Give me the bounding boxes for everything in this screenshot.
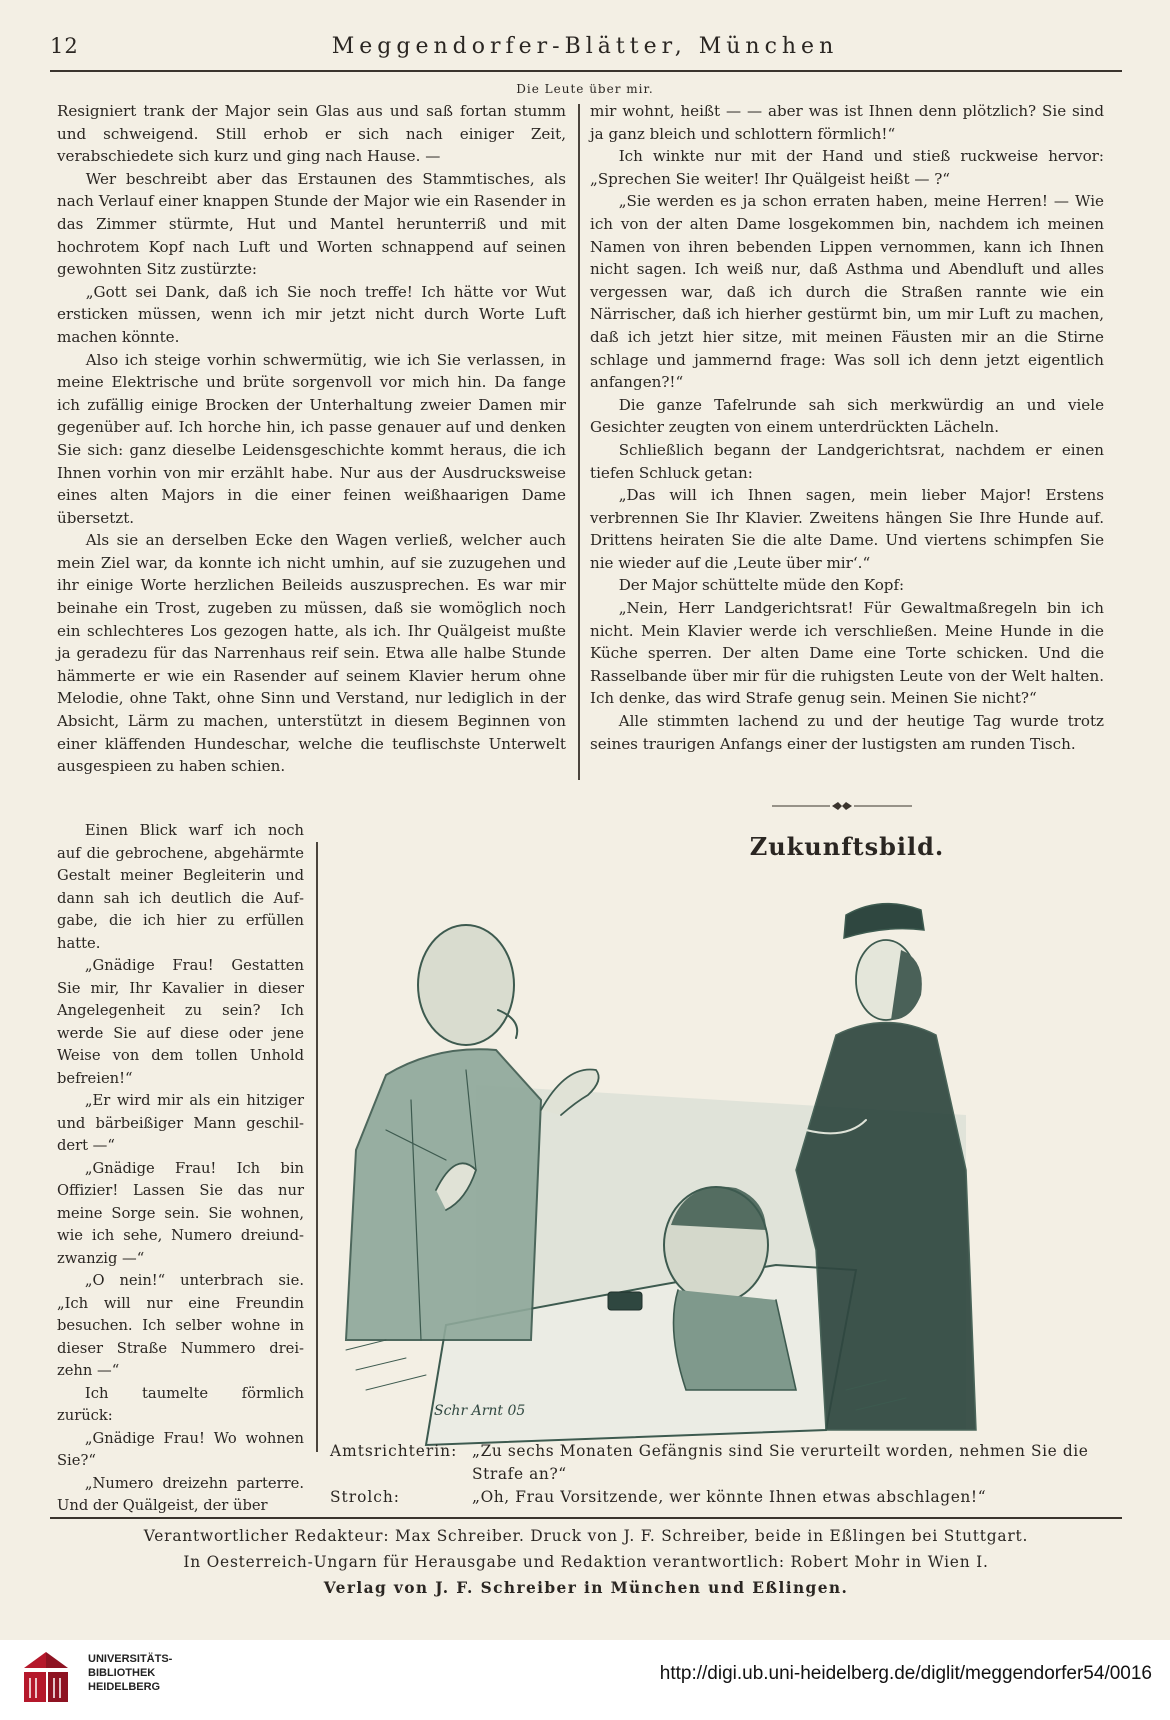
paragraph: „O nein!“ unterbrach sie. „Ich will nur eine Freundin besuchen. Ich selber wohne in dieser Straße Nummero dreizehn —“ bbox=[57, 1272, 304, 1379]
footer-editor-line: Verantwortlicher Redakteur: Max Schreiber. Druck von J. F. Schreiber, beide in Eßlingen bei Stuttgart. bbox=[143, 1527, 1029, 1545]
university-library-name: UNIVERSITÄTS- BIBLIOTHEK HEIDELBERG bbox=[88, 1653, 173, 1693]
cartoon-title: Zukunftsbild. bbox=[749, 832, 945, 861]
paragraph: Die ganze Tafelrunde sah sich merkwürdig an und viele Gesichter zeugten von einem unterdrückten Lächeln. bbox=[590, 395, 1104, 437]
paragraph: „Gnädige Frau! Wo wohnen Sie?“ bbox=[57, 1429, 304, 1469]
paragraph: Ich taumelte förmlich zurück: bbox=[57, 1384, 304, 1424]
paragraph: Schließlich begann der Landgerichtsrat, nachdem er einen tiefen Schluck getan: bbox=[590, 440, 1104, 482]
paragraph: „Gnädige Frau! Gestatten Sie mir, Ihr Kavalier in dieser Angelegenheit zu sein? Ich werde Sie auf diese oder jene Weise von dem tollen Unhold befreien!“ bbox=[57, 957, 304, 1087]
footer-publisher-line: Verlag von J. F. Schreiber in München und Eßlingen. bbox=[323, 1579, 849, 1597]
caption-line bbox=[330, 1440, 1106, 1486]
paragraph: mir wohnt, heißt — — aber was ist Ihnen denn plötzlich? Sie sind ja ganz bleich und schlottern förmlich!“ bbox=[590, 102, 1104, 143]
paragraph: Resigniert trank der Major sein Glas aus und saß fortan stumm und schweigend. Still erhob er sich nach einiger Zeit, verabschiedete sich kurz und ging nach Hause. — bbox=[57, 102, 566, 166]
paragraph: „Numero dreizehn parterre. Und der Quälgeist, der über bbox=[57, 1474, 304, 1514]
cartoon-caption bbox=[330, 1440, 1106, 1509]
paragraph: „Gnädige Frau! Ich bin Offizier! Lassen Sie das nur meine Sorge sein. Sie wohnen, wie ich sehe, Numero dreiundzwanzig —“ bbox=[57, 1159, 304, 1267]
header-rule bbox=[50, 70, 1122, 72]
footer-austria-line: In Oesterreich-Ungarn für Herausgabe und Redaktion verantwortlich: Robert Mohr in Wien I. bbox=[183, 1553, 989, 1571]
caption-speaker: Amtsrichterin: bbox=[330, 1442, 458, 1460]
paragraph: „Das will ich Ihnen sagen, mein lieber Major! Erstens verbrennen Sie Ihr Klavier. Zweitens hängen Sie Ihre Hunde auf. Drittens heiraten Sie die alte Dame. Und viertens schimpfen Sie nie wieder auf die ‚Leute über mir‘.“ bbox=[590, 486, 1104, 572]
cartoon-illustration bbox=[326, 870, 1106, 1460]
paragraph: Also ich steige vorhin schwermütig, wie ich Sie verlassen, in meine Elektrische und brüte sorgenvoll vor mich hin. Da fange ich zufällig einige Brocken der Unterhaltung zweier Damen mir gegenüber auf. Ich horche hin, ich passe genauer auf und denken Sie sich: ganz dieselbe Leidensgeschichte kommt heraus, die ich Ihnen vorhin von mir erzählt habe. Nur aus der Ausdrucksweise eines alten Majors in die einer feinen weißhaarigen Dame übersetzt. bbox=[57, 350, 566, 527]
left-column-bottom bbox=[57, 820, 304, 1518]
left-column-top bbox=[57, 100, 566, 778]
paragraph: Als sie an derselben Ecke den Wagen verließ, welcher auch mein Ziel war, da konnte ich nicht umhin, auf sie zuzugehen und ihr einige Worte herzlichen Beileids auszusprechen. Es war mir beinahe ein Trost, zugeben zu müssen, daß sie womöglich noch ein schlechteres Los gezogen hatte, als ich. Ihr Quälgeist mußte ja geradezu für das Narrenhaus reif sein. Etwa alle halbe Stunde hämmerte er wie ein Rasender auf seinem Klavier herum ohne Melodie, ohne Takt, ohne Sinn und Verstand, nur lediglich in der Absicht, Lärm zu machen, unterstützt in diesem Beginnen von einer kläffenden Hundeschar, welche die teuflischste Unterwelt ausgespieen zu haben schien. bbox=[57, 531, 566, 776]
paragraph: „Er wird mir als ein hitziger und bärbeißiger Mann geschildert —“ bbox=[57, 1092, 304, 1154]
caption-text: „Oh, Frau Vorsitzende, wer könnte Ihnen etwas abschlagen!“ bbox=[472, 1488, 987, 1506]
paragraph: Ich winkte nur mit der Hand und stieß ruckweise hervor: „Sprechen Sie weiter! Ihr Quälgeist heißt — ?“ bbox=[590, 147, 1104, 188]
right-column bbox=[590, 100, 1104, 755]
paragraph: „Sie werden es ja schon erraten haben, meine Herren! — Wie ich von der alten Dame losgekommen bin, nachdem ich meinen Namen von ihren bebenden Lippen vernommen, kann ich Ihnen nicht sagen. Ich weiß nur, daß Asthma und Abendluft und alles vergessen war, daß ich durch die Straßen rannte wie ein Närrischer, daß ich hierher gestürmt bin, um mir Luft zu machen, daß ich jetzt hier sitze, mit meinen Fäusten mir an die Stirne schlage und jammernd frage: Was soll ich denn jetzt eigentlich anfangen?!“ bbox=[590, 192, 1104, 392]
artist-signature: Schr Arnt 05 bbox=[434, 1403, 526, 1419]
caption-speaker: Strolch: bbox=[330, 1488, 400, 1506]
paragraph: Alle stimmten lachend zu und der heutige Tag wurde trotz seines traurigen Anfangs einer der lustigsten am runden Tisch. bbox=[590, 712, 1104, 753]
section-ornament bbox=[772, 800, 912, 812]
page-number: 12 bbox=[50, 34, 79, 58]
paragraph: Einen Blick warf ich noch auf die gebrochene, abgehärmte Gestalt meiner Begleiterin und dann sah ich deutlich die Aufgabe, die ich hier zu erfüllen hatte. bbox=[57, 822, 304, 952]
column-divider bbox=[316, 842, 318, 1452]
column-divider bbox=[578, 104, 580, 780]
source-url-link[interactable]: http://digi.ub.uni-heidelberg.de/diglit/meggendorfer54/0016 bbox=[659, 1663, 1152, 1684]
journal-title: Meggendorfer-Blätter, München bbox=[331, 34, 839, 59]
story-title: Die Leute über mir. bbox=[516, 82, 654, 96]
paragraph: Wer beschreibt aber das Erstaunen des Stammtisches, als nach Verlauf einer knappen Stunde der Major wie ein Rasender in das Zimmer stürmte, Hut und Mantel herunterriß und mit hochrotem Kopf nach Luft und Worten schnappend auf seinen gewohnten Sitz zustürzte: bbox=[57, 169, 566, 279]
caption-line bbox=[330, 1486, 1106, 1509]
paragraph: „Gott sei Dank, daß ich Sie noch treffe! Ich hätte vor Wut ersticken müssen, wenn ich mir jetzt nicht durch Worte Luft machen könnte. bbox=[57, 282, 566, 346]
footer-rule bbox=[50, 1517, 1122, 1519]
page-header bbox=[50, 34, 1120, 64]
caption-text: „Zu sechs Monaten Gefängnis sind Sie verurteilt worden, nehmen Sie die Strafe an?“ bbox=[472, 1442, 1089, 1483]
paragraph: „Nein, Herr Landgerichtsrat! Für Gewaltmaßregeln bin ich nicht. Mein Klavier werde ich verschließen. Meine Hunde in die Küche sperren. Der alten Dame eine Torte schicken. Und die Rasselbande über mir für die ruhigsten Leute von der Welt halten. Ich denke, das wird Strafe genug sein. Meinen Sie nicht?“ bbox=[590, 599, 1104, 708]
paragraph: Der Major schüttelte müde den Kopf: bbox=[618, 576, 905, 595]
university-library-logo-icon bbox=[16, 1648, 76, 1708]
